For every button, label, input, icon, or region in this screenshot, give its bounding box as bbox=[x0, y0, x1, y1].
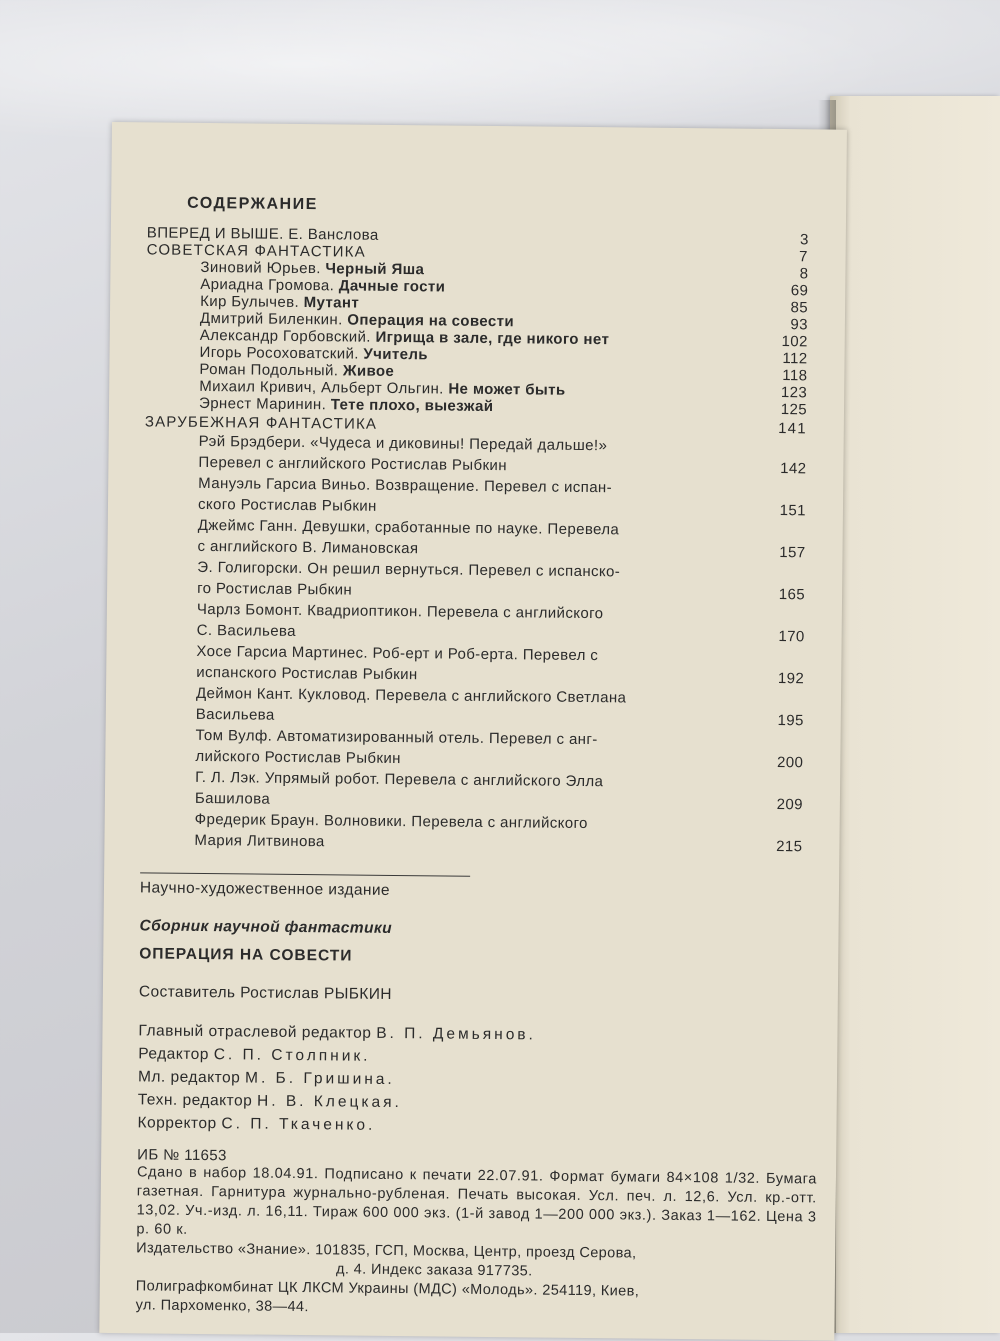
toc-entry-page: 170 bbox=[778, 628, 805, 646]
toc-entry-translator: Перевела с английского bbox=[426, 603, 604, 623]
toc-entry-page: 151 bbox=[779, 502, 807, 520]
toc-entry-author: Михаил Кривич, Альберт Ольгин. bbox=[199, 377, 444, 398]
toc-entry-title: Тете плохо, выезжай bbox=[330, 396, 494, 416]
imprint-divider bbox=[140, 872, 470, 876]
toc-entry-translator: Перевела с английского Элла bbox=[384, 770, 604, 791]
toc-entry-translator: Перевел с испан- bbox=[483, 477, 613, 497]
toc-entry-translator-cont: испанского Ростислав Рыбкин bbox=[196, 663, 418, 684]
toc-entry-translator-cont: го Ростислав Рыбкин bbox=[197, 579, 353, 599]
toc-entry-page: 8 bbox=[799, 265, 809, 283]
book-page bbox=[99, 122, 847, 1341]
staff-role: Корректор bbox=[137, 1114, 217, 1133]
staff-role: Редактор bbox=[138, 1045, 210, 1064]
staff-role: Техн. редактор bbox=[137, 1091, 253, 1110]
imprint-title: ОПЕРАЦИЯ НА СОВЕСТИ bbox=[139, 945, 353, 965]
toc-entry-translator-cont: лийского Ростислав Рыбкин bbox=[195, 747, 401, 768]
toc-entry-page: 200 bbox=[777, 754, 804, 772]
toc-entry-page: 85 bbox=[790, 299, 809, 317]
toc-entry-title: Автоматизированный отель. bbox=[276, 727, 485, 747]
toc-entry-title: «Чудеса и диковины! Передай дальше!» bbox=[310, 434, 608, 455]
toc-entry-author: Эрнест Маринин. bbox=[198, 394, 327, 414]
toc-entry-translator: Перевел с испанско- bbox=[468, 561, 621, 581]
toc-entry-page: 118 bbox=[782, 367, 808, 385]
imprint-printer-line-1: Полиграфкомбинат ЦК ЛКСМ Украины (МДС) «Молодь». 254119, Киев, bbox=[135, 1278, 640, 1300]
toc-entry-author: Рэй Брэдбери. bbox=[198, 432, 306, 452]
toc-entry-title: Черный Яша bbox=[325, 260, 425, 279]
toc-entry-title: Он решил вернуться. bbox=[307, 560, 464, 579]
toc-entry-author: Ариадна Громова. bbox=[200, 275, 335, 295]
toc-entry-author: Том Вулф. bbox=[195, 726, 273, 745]
staff-name: С. П. Ткаченко. bbox=[221, 1115, 376, 1134]
toc-entry-page: 102 bbox=[781, 333, 808, 351]
toc-entry-title: Дачные гости bbox=[338, 277, 446, 296]
toc-entry-page: 112 bbox=[782, 350, 808, 368]
toc-entry-title: Упрямый робот. bbox=[264, 769, 381, 788]
toc-entry-author: Роман Подольный. bbox=[199, 360, 339, 380]
imprint-printer-line-2: ул. Пархоменко, 38—44. bbox=[135, 1297, 309, 1316]
toc-entry-author: Деймон Кант. bbox=[195, 684, 294, 703]
toc-section-foreign-page: 141 bbox=[778, 419, 807, 438]
toc-entry-translator-cont: ского Ростислав Рыбкин bbox=[197, 495, 377, 515]
toc-entry-translator: Перевел с bbox=[522, 646, 599, 665]
imprint-publisher-line-1: Издательство «Знание». 101835, ГСП, Москва, Центр, проезд Серова, bbox=[136, 1240, 637, 1262]
toc-entry-translator: Перевел с анг- bbox=[488, 729, 598, 749]
toc-soviet-list bbox=[145, 258, 827, 418]
imprint-ib-number: ИБ № 11653 bbox=[137, 1146, 227, 1165]
toc-entry-author: Мануэль Гарсиа Виньо. bbox=[198, 474, 371, 494]
staff-role: Мл. редактор bbox=[137, 1068, 241, 1087]
toc-entry-translator: Перевела bbox=[547, 520, 620, 539]
toc-entry-title: Учитель bbox=[363, 345, 429, 364]
toc-entry-author: Кир Булычев. bbox=[200, 292, 300, 311]
toc-section-soviet-label: СОВЕТСКАЯ ФАНТАСТИКА bbox=[146, 241, 366, 261]
toc-entry-page: 195 bbox=[777, 712, 804, 730]
toc-entry-translator-cont: Васильева bbox=[195, 705, 275, 724]
toc-entry-page: 165 bbox=[778, 586, 806, 604]
toc-heading: СОДЕРЖАНИЕ bbox=[187, 194, 318, 214]
toc-intro-author: ВПЕРЕД И ВЫШЕ. Е. Вансловa bbox=[146, 224, 379, 244]
toc-entry-title: Живое bbox=[342, 362, 395, 380]
toc-entry-author: Г. Л. Лэк. bbox=[195, 768, 261, 787]
toc-entry-page: 123 bbox=[780, 384, 808, 402]
imprint-type: Научно-художественное издание bbox=[139, 879, 391, 899]
toc-intro-page: 3 bbox=[799, 231, 809, 249]
toc-entry-title: Не может быть bbox=[448, 380, 566, 399]
staff-name: М. Б. Гришина. bbox=[244, 1069, 395, 1089]
staff-name: С. П. Столпник. bbox=[213, 1046, 371, 1065]
toc-section-soviet-page: 7 bbox=[798, 248, 809, 266]
imprint-technical-data: Сдано в набор 18.04.91. Подписано к печати 22.07.91. Формат бумаги 84×108 1/32. Бумага газетная. Гарнитура журнально-рубленая. Печать высокая. Усл. печ. л. 12,6. Усл. кр.-отт. 13,02. Уч.-изд. л. 16,11. Тираж 600 000 экз. (1-й завод 1—200 000 экз.). Заказ 1—162. Цена 3 р. 60 к. bbox=[136, 1164, 818, 1238]
toc-entry-page: 192 bbox=[777, 670, 805, 688]
staff-name: В. П. Демьянов. bbox=[376, 1024, 536, 1044]
toc-entry-page: 69 bbox=[790, 282, 809, 300]
imprint-series: Сборник научной фантастики bbox=[139, 917, 393, 937]
toc-entry-author: Александр Горбовский. bbox=[199, 326, 372, 346]
toc-entry-translator: Перевела с английского bbox=[411, 813, 588, 833]
toc-entry-author: Дмитрий Биленкин. bbox=[199, 309, 343, 329]
page-text bbox=[136, 194, 828, 1322]
toc-entry-author: Джеймс Ганн. bbox=[197, 516, 298, 535]
toc-entry-title: Операция на совести bbox=[347, 311, 515, 331]
toc-entry-title: Девушки, сработанные по науке. bbox=[302, 518, 543, 538]
toc-section-foreign-label: ЗАРУБЕЖНАЯ ФАНТАСТИКА bbox=[144, 413, 378, 433]
toc-foreign-list bbox=[140, 430, 824, 857]
imprint bbox=[136, 879, 821, 1322]
toc-entry-title: Кукловод. bbox=[298, 685, 371, 704]
toc-entry-page: 93 bbox=[790, 316, 809, 334]
toc-entry-title: Роб-ерт и Роб-ерта. bbox=[372, 644, 519, 664]
toc-entry-author: Чарлз Бомонт. bbox=[196, 600, 303, 620]
imprint-staff bbox=[137, 1019, 818, 1141]
toc-entry-translator: Перевела с английского Светлана bbox=[375, 686, 627, 707]
facing-page bbox=[830, 96, 1000, 1333]
staff-role: Главный отраслевой редактор bbox=[138, 1022, 372, 1042]
toc-entry-translator-cont: с английского В. Лимановская bbox=[197, 537, 419, 558]
toc-entry-author: Фредерик Браун. bbox=[194, 810, 320, 830]
staff-name: Н. В. Клецкая. bbox=[256, 1092, 402, 1112]
toc-entry-page: 142 bbox=[780, 460, 807, 478]
toc-entry-page: 215 bbox=[776, 837, 803, 856]
toc-entry-author: Э. Голигорски. bbox=[197, 558, 303, 578]
toc-entry-title: Квадриоптикон. bbox=[307, 602, 423, 621]
toc-entry-author: Зиновий Юрьев. bbox=[200, 258, 321, 278]
toc-entry-translator-cont: Перевел с английского Ростислав Рыбкин bbox=[198, 453, 508, 475]
toc-entry-author: Игорь Росоховатский. bbox=[199, 343, 359, 363]
toc-entry-page: 125 bbox=[780, 401, 808, 419]
toc-entry-translator-cont: С. Васильева bbox=[196, 621, 297, 640]
toc-entry-title: Волновики. bbox=[323, 812, 407, 831]
toc-entry-translator-cont: Башилова bbox=[194, 789, 271, 808]
toc-entry-author: Хосе Гарсиа Мартинес. bbox=[196, 642, 369, 662]
imprint-compiler: Составитель Ростислав РЫБКИН bbox=[138, 983, 392, 1003]
toc-entry-translator-cont: Мария Литвинова bbox=[194, 831, 325, 851]
toc-entry-title: Возвращение. bbox=[375, 476, 480, 495]
imprint-publisher-line-2: д. 4. Индекс заказа 917735. bbox=[335, 1261, 533, 1280]
toc-entry-page: 157 bbox=[779, 544, 806, 562]
toc-entry-title: Мутант bbox=[303, 294, 360, 312]
toc-entry-page: 209 bbox=[776, 795, 803, 814]
toc-entry-title: Игрища в зале, где никого нет bbox=[375, 328, 610, 349]
